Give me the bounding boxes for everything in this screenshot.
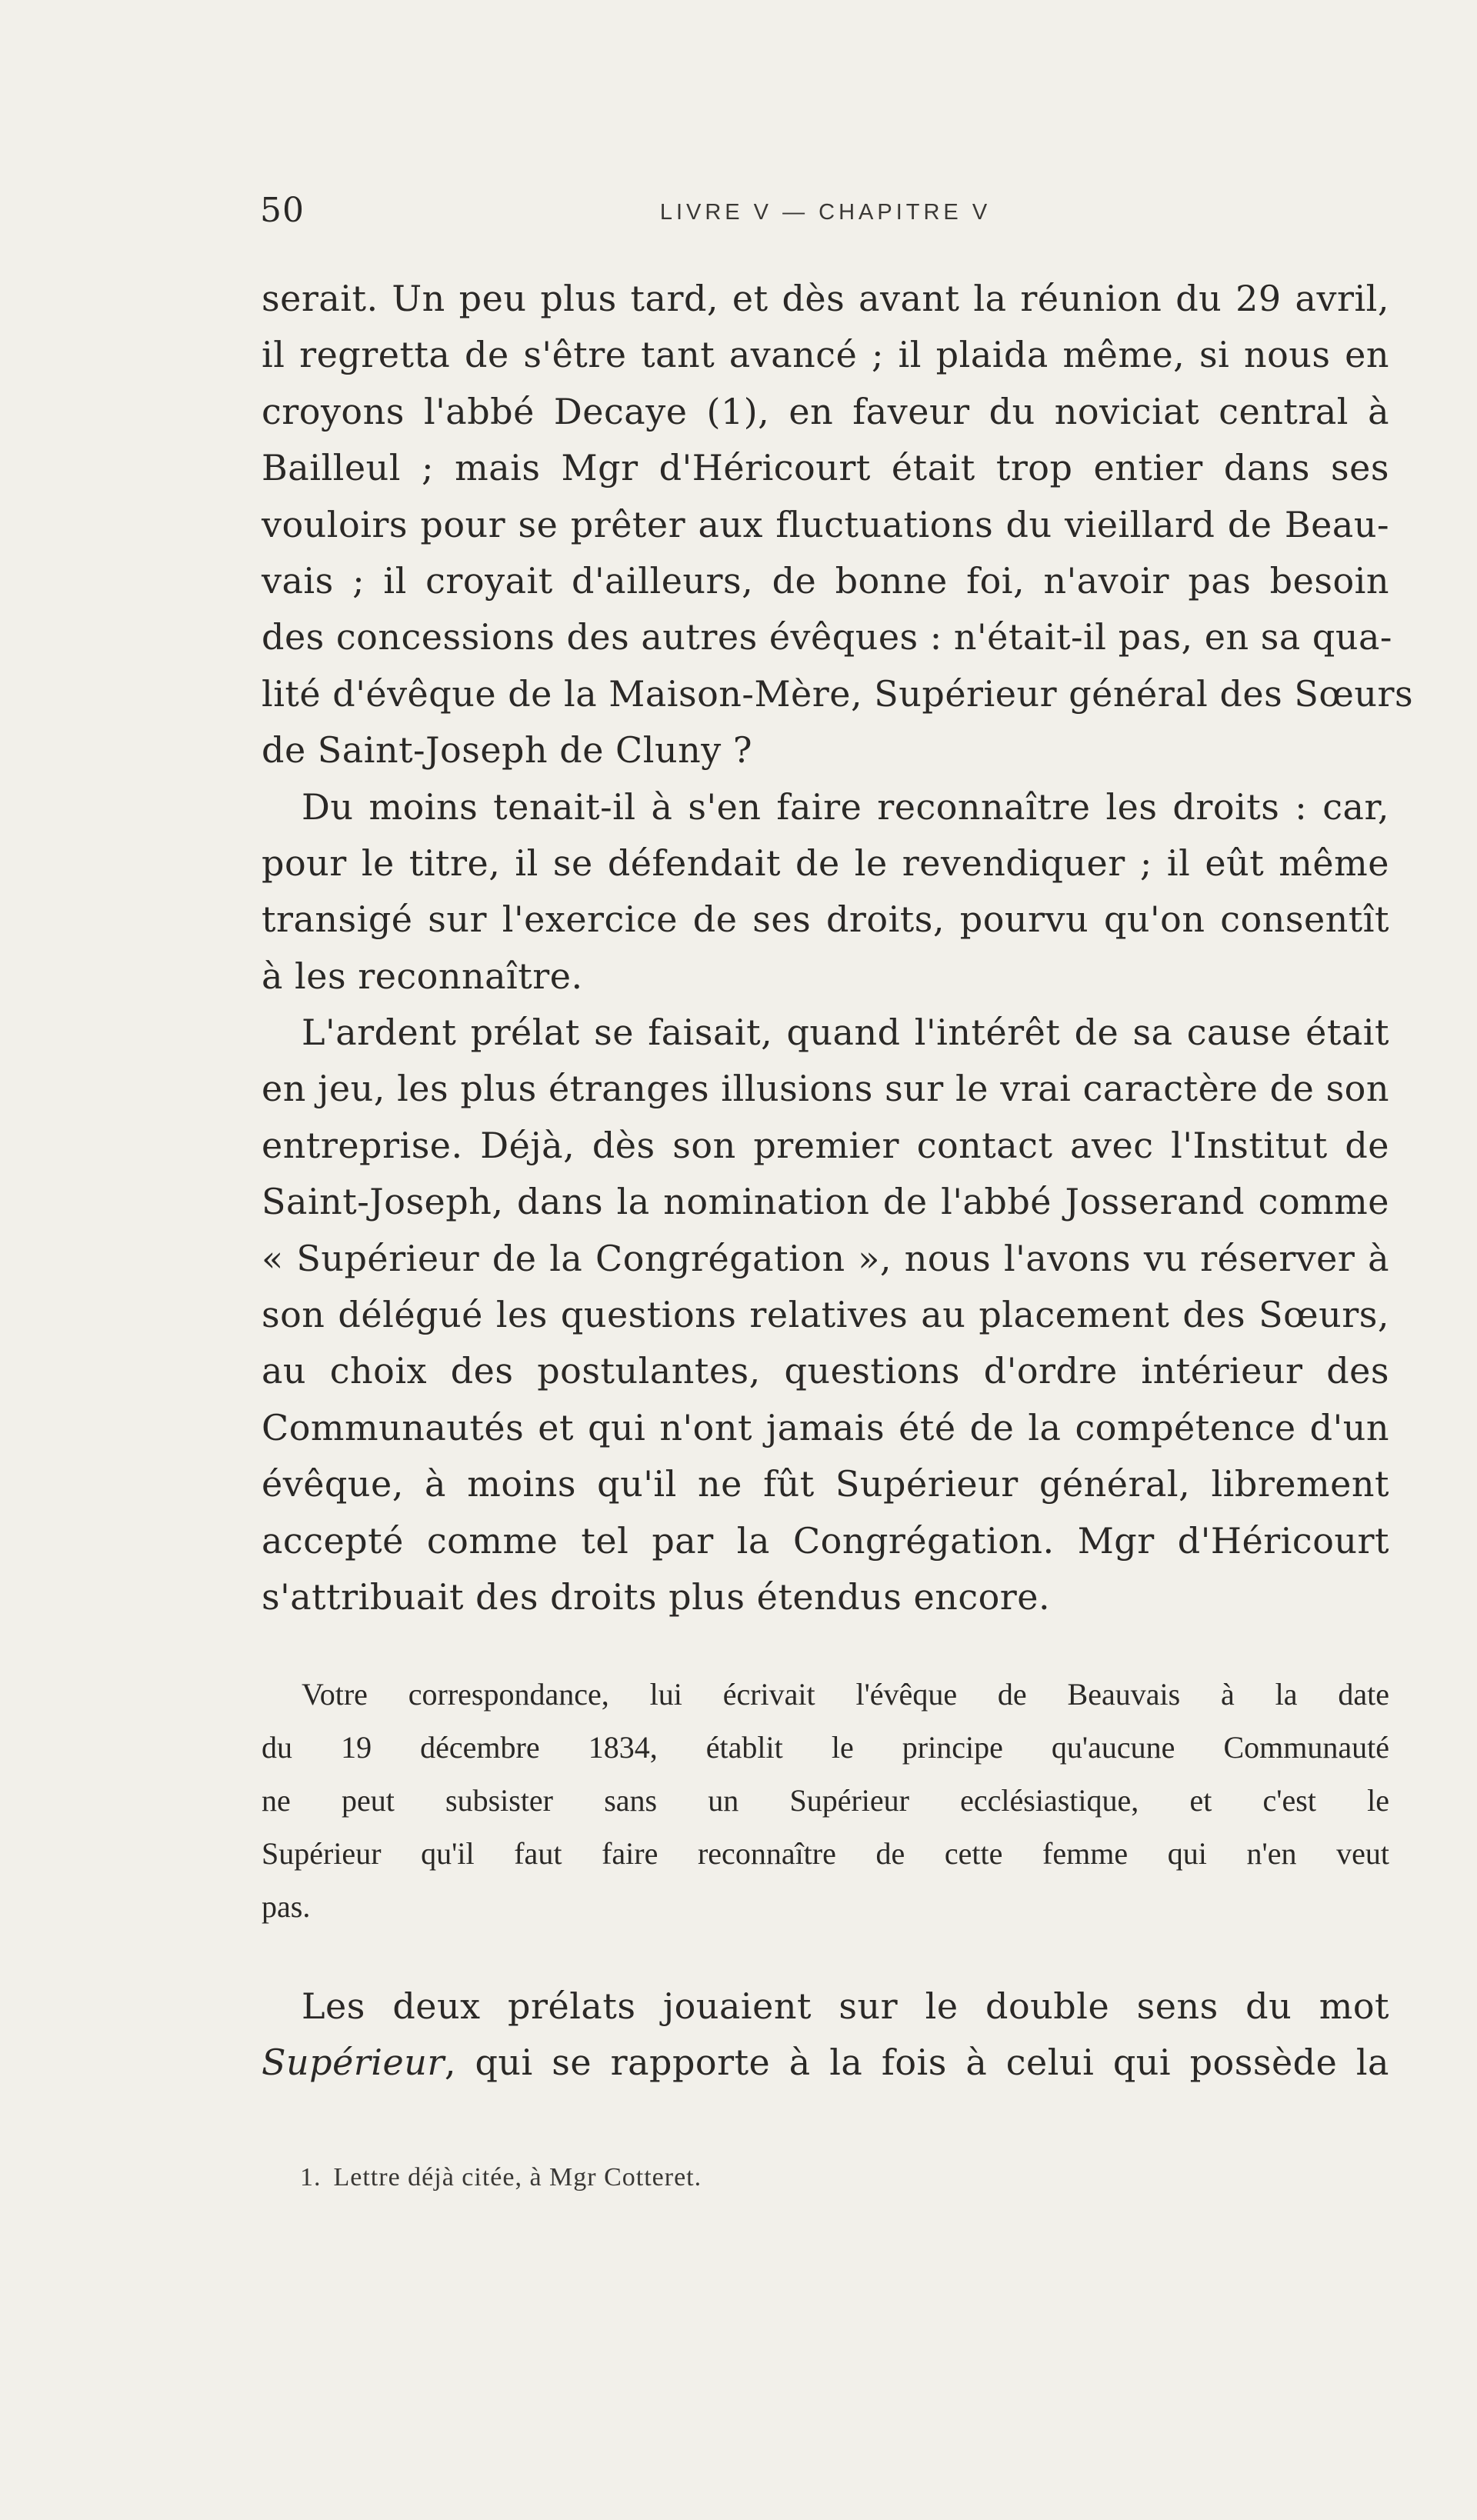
quote-line: du 19 décembre 1834, établit le principe qu'aucune Communauté [262, 1730, 1389, 1765]
text-line: entreprise. Déjà, dès son premier contact avec l'Institut de [262, 1124, 1389, 1166]
text-line: des concessions des autres évêques : n'était-il pas, en sa qua- [262, 616, 1392, 658]
text-line: à les reconnaître. [262, 955, 583, 997]
text-line: croyons l'abbé Decaye (1), en faveur du noviciat central à [262, 390, 1389, 432]
quote-line: Supérieur qu'il faut faire reconnaître de cette femme qui n'en veut [262, 1836, 1389, 1871]
text-line: accepté comme tel par la Congrégation. Mgr d'Héricourt [262, 1519, 1389, 1562]
text-line: pour le titre, il se défendait de le revendiquer ; il eût même [262, 842, 1389, 884]
running-head [260, 191, 1391, 237]
text-line: vouloirs pour se prêter aux fluctuations du vieillard de Beau- [262, 503, 1389, 545]
footnote-text: Lettre déjà citée, à Mgr Cotteret. [333, 2163, 702, 2192]
text-line: transigé sur l'exercice de ses droits, pourvu qu'on consentît [262, 898, 1389, 941]
text-line: s'attribuait des droits plus étendus encore. [262, 1575, 1051, 1618]
text-line: Bailleul ; mais Mgr d'Héricourt était trop entier dans ses [262, 447, 1389, 489]
text-line: « Supérieur de la Congrégation », nous l'avons vu réserver à [262, 1237, 1389, 1279]
footnote-marker: 1. [300, 2163, 322, 2192]
text-line: évêque, à moins qu'il ne fût Supérieur général, librement [262, 1463, 1389, 1505]
text-line: serait. Un peu plus tard, et dès avant la réunion du 29 avril, [262, 278, 1389, 319]
text-line: de Saint-Joseph de Cluny ? [262, 729, 752, 772]
closing-paragraph [262, 1978, 1389, 2092]
text-line: il regretta de s'être tant avancé ; il plaida même, si nous en [262, 334, 1389, 376]
italic-word: Supérieur [262, 2042, 445, 2084]
text-line: en jeu, les plus étranges illusions sur le vrai caractère de son [262, 1068, 1389, 1110]
text-line: Du moins tenait-il à s'en faire reconnaître les droits : car, [302, 785, 1389, 828]
text-line: Les deux prélats jouaient sur le double sens du mot [302, 1985, 1389, 2027]
text-line: au choix des postulantes, questions d'ordre intérieur des [262, 1350, 1389, 1392]
text-line [262, 2035, 1389, 2091]
quote-line: Votre correspondance, lui écrivait l'évêque de Beauvais à la date [302, 1677, 1389, 1712]
running-title: LIVRE V — CHAPITRE V [659, 200, 992, 225]
main-text [262, 271, 1414, 1625]
block-quote [262, 1668, 1389, 1933]
page-number: 50 [260, 191, 305, 230]
text-line: Communautés et qui n'ont jamais été de la compétence d'un [262, 1406, 1389, 1448]
text-line: vais ; il croyait d'ailleurs, de bonne foi, n'avoir pas besoin [262, 559, 1389, 602]
footnote [300, 2163, 702, 2192]
quote-line: pas. [262, 1889, 311, 1924]
text-span: , qui se rapporte à la fois à celui qui possède la [444, 2042, 1389, 2084]
text-line: Saint-Joseph, dans la nomination de l'abbé Josserand comme [262, 1181, 1389, 1223]
text-line: son délégué les questions relatives au placement des Sœurs, [262, 1294, 1389, 1336]
text-line: L'ardent prélat se faisait, quand l'intérêt de sa cause était [302, 1012, 1389, 1054]
quote-line: ne peut subsister sans un Supérieur ecclésiastique, et c'est le [262, 1783, 1389, 1818]
text-line: lité d'évêque de la Maison-Mère, Supérieur général des Sœurs [262, 672, 1414, 715]
